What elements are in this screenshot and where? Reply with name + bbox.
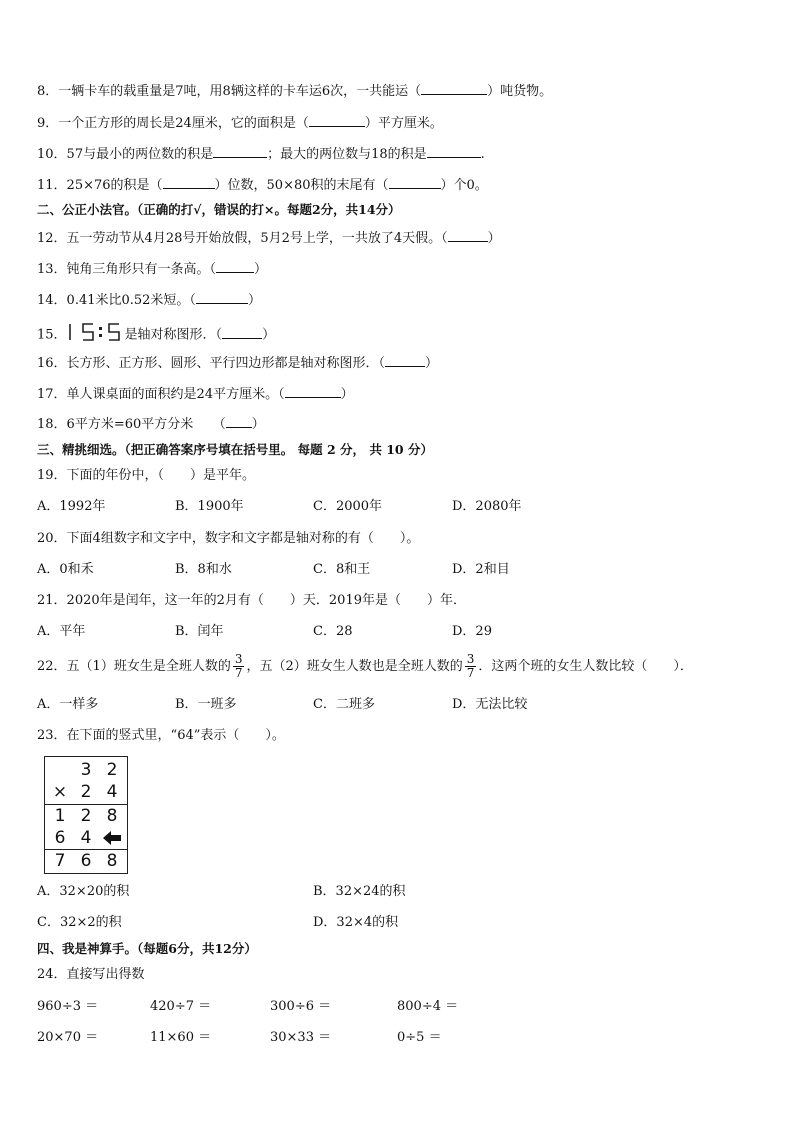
vm-row-3 (45, 805, 127, 827)
q20-option-b[interactable]: B．8和水 (175, 562, 232, 577)
vm-cell: 6 (80, 851, 92, 871)
q16-text: 16．长方形、正方形、圆形、平行四边形都是轴对称图形．（ (37, 356, 386, 371)
vm-cell: 4 (106, 782, 118, 802)
q11-blank-1[interactable] (163, 176, 215, 189)
question-16 (37, 354, 438, 373)
q10-blank-1[interactable] (213, 145, 267, 158)
q14-blank[interactable] (196, 291, 248, 304)
q12-blank[interactable] (448, 229, 488, 242)
question-13 (37, 260, 267, 279)
q17-blank[interactable] (285, 385, 341, 398)
q20-option-c[interactable]: C．8和王 (313, 562, 371, 577)
vm-row-2 (45, 781, 127, 803)
q21-option-d[interactable]: D．29 (452, 624, 492, 639)
q12-text: 12．五一劳动节从4月28号开始放假，5月2号上学，一共放了4天假。（ (37, 231, 448, 246)
q17-text-end: ） (340, 387, 354, 402)
vm-cell: 8 (106, 806, 118, 826)
q13-blank[interactable] (216, 260, 254, 273)
vm-cell: × (52, 782, 68, 802)
q11-blank-2[interactable] (389, 176, 441, 189)
vm-row-4 (45, 827, 127, 849)
q14-text-end: ） (247, 293, 261, 308)
fraction-denominator: 7 (466, 666, 475, 680)
q9-text-end: ）平方厘米。 (364, 116, 443, 131)
q9-text: 9．一个正方形的周长是24厘米，它的面积是（ (37, 116, 309, 131)
question-19-stem: 19．下面的年份中，（ ）是平年。 (37, 468, 256, 483)
q18-text: 18．6平方米=60平方分米 （ (37, 417, 226, 432)
q18-text-end: ） (251, 417, 265, 432)
question-15 (37, 322, 275, 348)
q19-option-d[interactable]: D．2080年 (452, 499, 522, 514)
section-2-title: 二、公正小法官。（正确的打√，错误的打×。每题2分，共14分） (37, 202, 401, 217)
calc-item: 300÷6 ＝ (270, 999, 332, 1014)
question-11 (37, 176, 488, 195)
question-22-stem (37, 652, 693, 682)
fraction-numerator: 3 (466, 652, 475, 666)
question-21-stem: 21．2020年是闰年，这一年的2月有（ ）天．2019年是（ ）年． (37, 593, 466, 608)
seven-segment-glyphs-icon (67, 322, 125, 348)
q21-option-c[interactable]: C．28 (313, 624, 353, 639)
q22-option-a[interactable]: A．一样多 (37, 697, 99, 712)
q14-text: 14．0.41米比0.52米短。（ (37, 293, 196, 308)
q23-option-b[interactable]: B．32×24的积 (313, 884, 406, 899)
left-arrow-icon (101, 827, 123, 849)
q21-option-a[interactable]: A．平年 (37, 624, 86, 639)
q13-text-end: ） (254, 262, 268, 277)
q23-option-d[interactable]: D．32×4的积 (313, 915, 399, 930)
q16-blank[interactable] (385, 354, 425, 367)
vm-cell: 3 (80, 760, 92, 780)
vm-row-5 (45, 850, 127, 872)
q20-option-a[interactable]: A．0和禾 (37, 562, 94, 577)
question-12 (37, 229, 501, 248)
question-14 (37, 291, 261, 310)
calc-item: 30×33 ＝ (270, 1030, 332, 1045)
calc-item: 20×70 ＝ (37, 1030, 99, 1045)
vm-cell: 2 (106, 760, 118, 780)
q21-option-b[interactable]: B．闰年 (175, 624, 224, 639)
calc-item: 420÷7 ＝ (150, 999, 212, 1014)
q13-text: 13．钝角三角形只有一条高。（ (37, 262, 217, 277)
calc-item: 0÷5 ＝ (397, 1030, 442, 1045)
question-18 (37, 415, 265, 434)
q10-text-c: . (480, 147, 485, 162)
vm-cell: 2 (80, 782, 92, 802)
q19-option-b[interactable]: B．1900年 (175, 499, 244, 514)
q18-blank[interactable] (226, 415, 252, 428)
q8-blank[interactable] (421, 82, 487, 95)
q23-option-c[interactable]: C．32×2的积 (37, 915, 122, 930)
q10-text-b: ；最大的两位数与18的积是 (267, 147, 427, 162)
q22-text-c: ．这两个班的女生人数比较（ ）． (478, 659, 693, 674)
q15-number: 15． (37, 327, 67, 343)
q20-option-d[interactable]: D．2和目 (452, 562, 510, 577)
q19-option-c[interactable]: C．2000年 (313, 499, 383, 514)
section-4-title: 四、我是神算手。（每题6分，共12分） (37, 941, 257, 956)
q11-text-c: ）个0。 (440, 178, 488, 193)
vm-cell: 1 (54, 806, 66, 826)
q10-text-a: 10．57与最小的两位数的积是 (37, 147, 214, 162)
vm-cell: 6 (54, 828, 66, 848)
vertical-multiplication (44, 756, 128, 874)
q8-text: 8．一辆卡车的载重量是7吨，用8辆这样的卡车运6次，一共能运（ (37, 84, 422, 99)
fraction-3-7 (233, 653, 245, 680)
calc-item: 11×60 ＝ (150, 1030, 212, 1045)
question-9 (37, 114, 443, 133)
calc-item: 960÷3 ＝ (37, 999, 99, 1014)
q15-text-end: ） (262, 327, 276, 343)
question-24-stem: 24．直接写出得数 (37, 967, 145, 982)
q22-option-d[interactable]: D．无法比较 (452, 697, 528, 712)
q11-text-b: ）位数，50×80积的末尾有（ (214, 178, 389, 193)
q9-blank[interactable] (309, 114, 365, 127)
q11-text-a: 11．25×76的积是（ (37, 178, 163, 193)
question-20-stem: 20．下面4组数字和文字中，数字和文字都是轴对称的有（ ）。 (37, 531, 420, 546)
q22-option-c[interactable]: C．二班多 (313, 697, 375, 712)
q15-blank[interactable] (222, 326, 262, 339)
q15-text: 是轴对称图形．（ (124, 327, 223, 343)
section-3-title: 三、精挑细选。（把正确答案序号填在括号里。 每题 2 分， 共 10 分） (37, 442, 433, 457)
q16-text-end: ） (425, 356, 439, 371)
vm-cell: 7 (54, 851, 66, 871)
fraction-3-7 (465, 653, 477, 680)
fraction-numerator: 3 (234, 652, 243, 666)
q12-text-end: ） (487, 231, 501, 246)
question-17 (37, 385, 354, 404)
q8-text-end: ）吨货物。 (487, 84, 553, 99)
vm-cell: 8 (106, 851, 118, 871)
vm-cell: 4 (80, 828, 92, 848)
q23-option-a[interactable]: A．32×20的积 (37, 884, 130, 899)
q22-option-b[interactable]: B．一班多 (175, 697, 237, 712)
q22-text-a: 22．五（1）班女生是全班人数的 (37, 659, 231, 674)
fraction-denominator: 7 (234, 666, 243, 680)
question-23-stem: 23．在下面的竖式里，“64”表示（ ）。 (37, 728, 285, 743)
q17-text: 17．单人课桌面的面积约是24平方厘米。（ (37, 387, 285, 402)
q10-blank-2[interactable] (427, 145, 481, 158)
question-8 (37, 82, 552, 101)
vm-cell: 2 (80, 806, 92, 826)
q22-text-b: ，五（2）班女生人数也是全班人数的 (246, 659, 463, 674)
q19-option-a[interactable]: A．1992年 (37, 499, 106, 514)
question-10 (37, 145, 485, 164)
calc-item: 800÷4 ＝ (397, 999, 459, 1014)
vm-row-1 (45, 759, 127, 781)
